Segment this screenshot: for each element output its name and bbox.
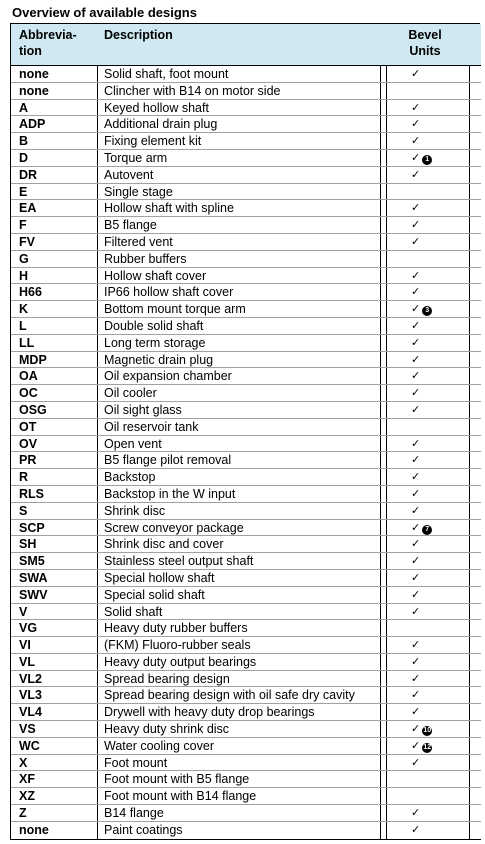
checkmark-icon: ✓: [411, 689, 421, 702]
table-header: [11, 24, 481, 66]
table-row: [11, 200, 481, 217]
description-cell: Heavy duty output bearings: [104, 654, 257, 669]
header-abbreviation: Abbrevia- tion: [19, 28, 77, 58]
table-row: [11, 116, 481, 133]
table-row: [11, 587, 481, 604]
table-row: [11, 100, 481, 117]
checkmark-icon: ✓: [411, 706, 421, 719]
checkmark-icon: ✓: [411, 723, 421, 736]
table-row: [11, 620, 481, 637]
table-row: [11, 721, 481, 738]
bevel-units-cell: [411, 318, 451, 334]
checkmark-icon: ✓: [411, 101, 421, 114]
checkmark-icon: ✓: [411, 504, 421, 517]
description-cell: Water cooling cover: [104, 738, 214, 753]
abbreviation-cell: RLS: [19, 486, 44, 501]
checkmark-icon: ✓: [411, 336, 421, 349]
description-cell: Long term storage: [104, 335, 206, 350]
description-cell: B5 flange: [104, 218, 157, 233]
table-row: [11, 352, 481, 369]
checkmark-icon: ✓: [411, 672, 421, 685]
table-row: [11, 368, 481, 385]
description-cell: Screw conveyor package: [104, 520, 244, 535]
description-cell: IP66 hollow shaft cover: [104, 285, 234, 300]
checkmark-icon: ✓: [411, 319, 421, 332]
footnote-badge: 10: [423, 727, 432, 735]
table-row: [11, 150, 481, 167]
abbreviation-cell: ADP: [19, 117, 46, 132]
checkmark-icon: ✓: [411, 68, 421, 80]
bevel-units-cell: [411, 687, 451, 703]
table-row: [11, 788, 481, 805]
checkmark-icon: ✓: [411, 135, 421, 148]
checkmark-icon: ✓: [411, 403, 421, 416]
checkmark-icon: ✓: [411, 588, 421, 601]
bevel-units-cell: [411, 284, 451, 300]
abbreviation-cell: R: [19, 470, 29, 485]
description-cell: Single stage: [104, 184, 173, 199]
abbreviation-cell: SCP: [19, 520, 45, 535]
bevel-units-cell: [411, 587, 451, 603]
table-row: [11, 822, 481, 839]
description-cell: Backstop in the W input: [104, 486, 236, 501]
abbreviation-cell: VG: [19, 621, 38, 636]
checkmark-icon: ✓: [411, 807, 421, 820]
table-row: [11, 553, 481, 570]
description-cell: Shrink disc: [104, 503, 166, 518]
description-cell: (FKM) Fluoro-rubber seals: [104, 638, 251, 653]
abbreviation-cell: VL2: [19, 671, 42, 686]
bevel-units-cell: [411, 150, 451, 166]
table-row: [11, 419, 481, 436]
table-row: [11, 671, 481, 688]
checkmark-icon: ✓: [411, 756, 421, 769]
table-row: [11, 167, 481, 184]
table-row: [11, 133, 481, 150]
table-row: [11, 301, 481, 318]
table-body: [11, 66, 481, 839]
table-row: [11, 755, 481, 772]
bevel-units-cell: [411, 570, 451, 586]
bevel-units-cell: [411, 755, 451, 771]
abbreviation-cell: E: [19, 184, 28, 199]
abbreviation-cell: WC: [19, 738, 40, 753]
abbreviation-cell: VL3: [19, 688, 42, 703]
bevel-units-cell: [411, 385, 451, 401]
table-row: [11, 469, 481, 486]
table-row: [11, 66, 481, 83]
checkmark-icon: ✓: [411, 269, 421, 282]
description-cell: Fixing element kit: [104, 134, 202, 149]
abbreviation-cell: S: [19, 503, 28, 518]
description-cell: Paint coatings: [104, 822, 183, 837]
bevel-units-cell: [411, 452, 451, 468]
abbreviation-cell: H66: [19, 285, 42, 300]
description-cell: Magnetic drain plug: [104, 352, 214, 367]
bevel-units-cell: [411, 805, 451, 821]
checkmark-icon: ✓: [411, 202, 421, 215]
abbreviation-cell: SWV: [19, 587, 48, 602]
bevel-units-cell: [411, 436, 451, 452]
description-cell: Heavy duty shrink disc: [104, 722, 230, 737]
description-cell: Stainless steel output shaft: [104, 554, 254, 569]
abbreviation-cell: PR: [19, 453, 37, 468]
description-cell: Drywell with heavy duty drop bearings: [104, 705, 315, 720]
description-cell: Bottom mount torque arm: [104, 302, 246, 317]
bevel-units-cell: [411, 822, 451, 838]
table-row: [11, 234, 481, 251]
checkmark-icon: ✓: [411, 303, 421, 316]
checkmark-icon: ✓: [411, 739, 421, 752]
bevel-units-cell: [411, 503, 451, 519]
abbreviation-cell: XF: [19, 772, 35, 787]
checkmark-icon: ✓: [411, 454, 421, 467]
footnote-badge: 1: [422, 155, 432, 165]
abbreviation-cell: VL: [19, 654, 35, 669]
bevel-units-cell: [411, 671, 451, 687]
abbreviation-cell: OV: [19, 436, 38, 451]
checkmark-icon: ✓: [411, 235, 421, 248]
table-row: [11, 704, 481, 721]
checkmark-icon: ✓: [411, 571, 421, 584]
table-row: [11, 268, 481, 285]
bevel-units-cell: [411, 704, 451, 720]
abbreviation-cell: OT: [19, 419, 37, 434]
abbreviation-cell: XZ: [19, 789, 35, 804]
abbreviation-cell: SH: [19, 537, 37, 552]
footnote-badge: 3: [422, 306, 432, 316]
bevel-units-cell: [411, 352, 451, 368]
footnote-badge: 12: [423, 743, 432, 751]
abbreviation-cell: Z: [19, 806, 27, 821]
abbreviation-cell: V: [19, 604, 28, 619]
bevel-units-cell: [411, 654, 451, 670]
abbreviation-cell: none: [19, 67, 49, 81]
checkmark-icon: ✓: [411, 655, 421, 668]
checkmark-icon: ✓: [411, 823, 421, 836]
abbreviation-cell: FV: [19, 234, 35, 249]
table-row: [11, 251, 481, 268]
description-cell: Open vent: [104, 436, 162, 451]
checkmark-icon: ✓: [411, 168, 421, 181]
table-row: [11, 654, 481, 671]
bevel-units-cell: [411, 721, 451, 737]
table-row: [11, 284, 481, 301]
description-cell: Foot mount with B14 flange: [104, 789, 257, 804]
abbreviation-cell: VI: [19, 638, 31, 653]
footnote-badge: 7: [422, 525, 432, 535]
page-title: Overview of available designs: [12, 5, 197, 20]
description-cell: Oil cooler: [104, 386, 157, 401]
description-cell: Filtered vent: [104, 234, 173, 249]
description-cell: Solid shaft, foot mount: [104, 67, 229, 81]
description-cell: Hollow shaft cover: [104, 268, 207, 283]
table-row: [11, 83, 481, 100]
abbreviation-cell: DR: [19, 167, 38, 182]
bevel-units-cell: [411, 167, 451, 183]
checkmark-icon: ✓: [411, 286, 421, 299]
description-cell: Foot mount: [104, 755, 168, 770]
table-row: [11, 570, 481, 587]
description-cell: Shrink disc and cover: [104, 537, 224, 552]
bevel-units-cell: [411, 520, 451, 536]
description-cell: Foot mount with B5 flange: [104, 772, 250, 787]
header-bevel-units: Bevel Units: [408, 28, 442, 58]
bevel-units-cell: [411, 200, 451, 216]
description-cell: Backstop: [104, 470, 156, 485]
abbreviation-cell: F: [19, 218, 27, 233]
table-row: [11, 520, 481, 537]
checkmark-icon: ✓: [411, 151, 421, 164]
bevel-units-cell: [411, 469, 451, 485]
designs-table: [10, 24, 481, 840]
abbreviation-cell: A: [19, 100, 29, 115]
abbreviation-cell: X: [19, 755, 28, 770]
bevel-units-cell: [411, 100, 451, 116]
checkmark-icon: ✓: [411, 639, 421, 652]
table-row: [11, 805, 481, 822]
abbreviation-cell: EA: [19, 201, 37, 216]
description-cell: Oil reservoir tank: [104, 419, 199, 434]
abbreviation-cell: D: [19, 150, 29, 165]
checkmark-icon: ✓: [411, 605, 421, 618]
abbreviation-cell: VS: [19, 722, 36, 737]
bevel-units-cell: [411, 604, 451, 620]
bevel-units-cell: [411, 738, 451, 754]
description-cell: Special hollow shaft: [104, 570, 215, 585]
checkmark-icon: ✓: [411, 487, 421, 500]
description-cell: Spread bearing design with oil safe dry cavity: [104, 688, 355, 703]
abbreviation-cell: OA: [19, 369, 38, 384]
table-row: [11, 738, 481, 755]
description-cell: Hollow shaft with spline: [104, 201, 234, 216]
abbreviation-cell: H: [19, 268, 29, 283]
abbreviation-cell: none: [19, 83, 49, 98]
bevel-units-cell: [411, 234, 451, 250]
description-cell: Oil expansion chamber: [104, 369, 232, 384]
table-row: [11, 217, 481, 234]
checkmark-icon: ✓: [411, 437, 421, 450]
bevel-units-cell: [411, 637, 451, 653]
table-row: [11, 536, 481, 553]
table-row: [11, 436, 481, 453]
description-cell: Special solid shaft: [104, 587, 205, 602]
description-cell: B5 flange pilot removal: [104, 453, 232, 468]
description-cell: Oil sight glass: [104, 402, 182, 417]
description-cell: B14 flange: [104, 806, 164, 821]
table-row: [11, 771, 481, 788]
abbreviation-cell: MDP: [19, 352, 47, 367]
table-row: [11, 184, 481, 201]
description-cell: Keyed hollow shaft: [104, 100, 209, 115]
abbreviation-cell: OSG: [19, 402, 47, 417]
bevel-units-cell: [411, 486, 451, 502]
checkmark-icon: ✓: [411, 538, 421, 551]
abbreviation-cell: none: [19, 822, 49, 837]
checkmark-icon: ✓: [411, 353, 421, 366]
checkmark-icon: ✓: [411, 387, 421, 400]
abbreviation-cell: SWA: [19, 570, 48, 585]
abbreviation-cell: OC: [19, 386, 38, 401]
bevel-units-cell: [411, 66, 451, 82]
bevel-units-cell: [411, 217, 451, 233]
table-row: [11, 503, 481, 520]
table-row: [11, 486, 481, 503]
header-description: Description: [104, 28, 173, 42]
checkmark-icon: ✓: [411, 521, 421, 534]
abbreviation-cell: K: [19, 302, 29, 317]
abbreviation-cell: LL: [19, 335, 35, 350]
bevel-units-cell: [411, 335, 451, 351]
description-cell: Heavy duty rubber buffers: [104, 621, 248, 636]
description-cell: Solid shaft: [104, 604, 163, 619]
bevel-units-cell: [411, 553, 451, 569]
bevel-units-cell: [411, 368, 451, 384]
checkmark-icon: ✓: [411, 219, 421, 232]
bevel-units-cell: [411, 402, 451, 418]
description-cell: Autovent: [104, 167, 154, 182]
table-row: [11, 604, 481, 621]
bevel-units-cell: [411, 268, 451, 284]
abbreviation-cell: L: [19, 318, 27, 333]
abbreviation-cell: G: [19, 251, 29, 266]
checkmark-icon: ✓: [411, 118, 421, 131]
table-row: [11, 335, 481, 352]
description-cell: Torque arm: [104, 150, 168, 165]
table-row: [11, 385, 481, 402]
description-cell: Rubber buffers: [104, 251, 187, 266]
bevel-units-cell: [411, 133, 451, 149]
checkmark-icon: ✓: [411, 471, 421, 484]
description-cell: Spread bearing design: [104, 671, 230, 686]
bevel-units-cell: [411, 116, 451, 132]
description-cell: Additional drain plug: [104, 117, 218, 132]
table-row: [11, 452, 481, 469]
description-cell: Clincher with B14 on motor side: [104, 83, 281, 98]
checkmark-icon: ✓: [411, 370, 421, 383]
abbreviation-cell: SM5: [19, 554, 45, 569]
table-row: [11, 687, 481, 704]
bevel-units-cell: [411, 536, 451, 552]
table-row: [11, 637, 481, 654]
abbreviation-cell: VL4: [19, 705, 42, 720]
description-cell: Double solid shaft: [104, 318, 204, 333]
table-row: [11, 402, 481, 419]
table-row: [11, 318, 481, 335]
bevel-units-cell: [411, 301, 451, 317]
checkmark-icon: ✓: [411, 555, 421, 568]
abbreviation-cell: B: [19, 134, 29, 149]
